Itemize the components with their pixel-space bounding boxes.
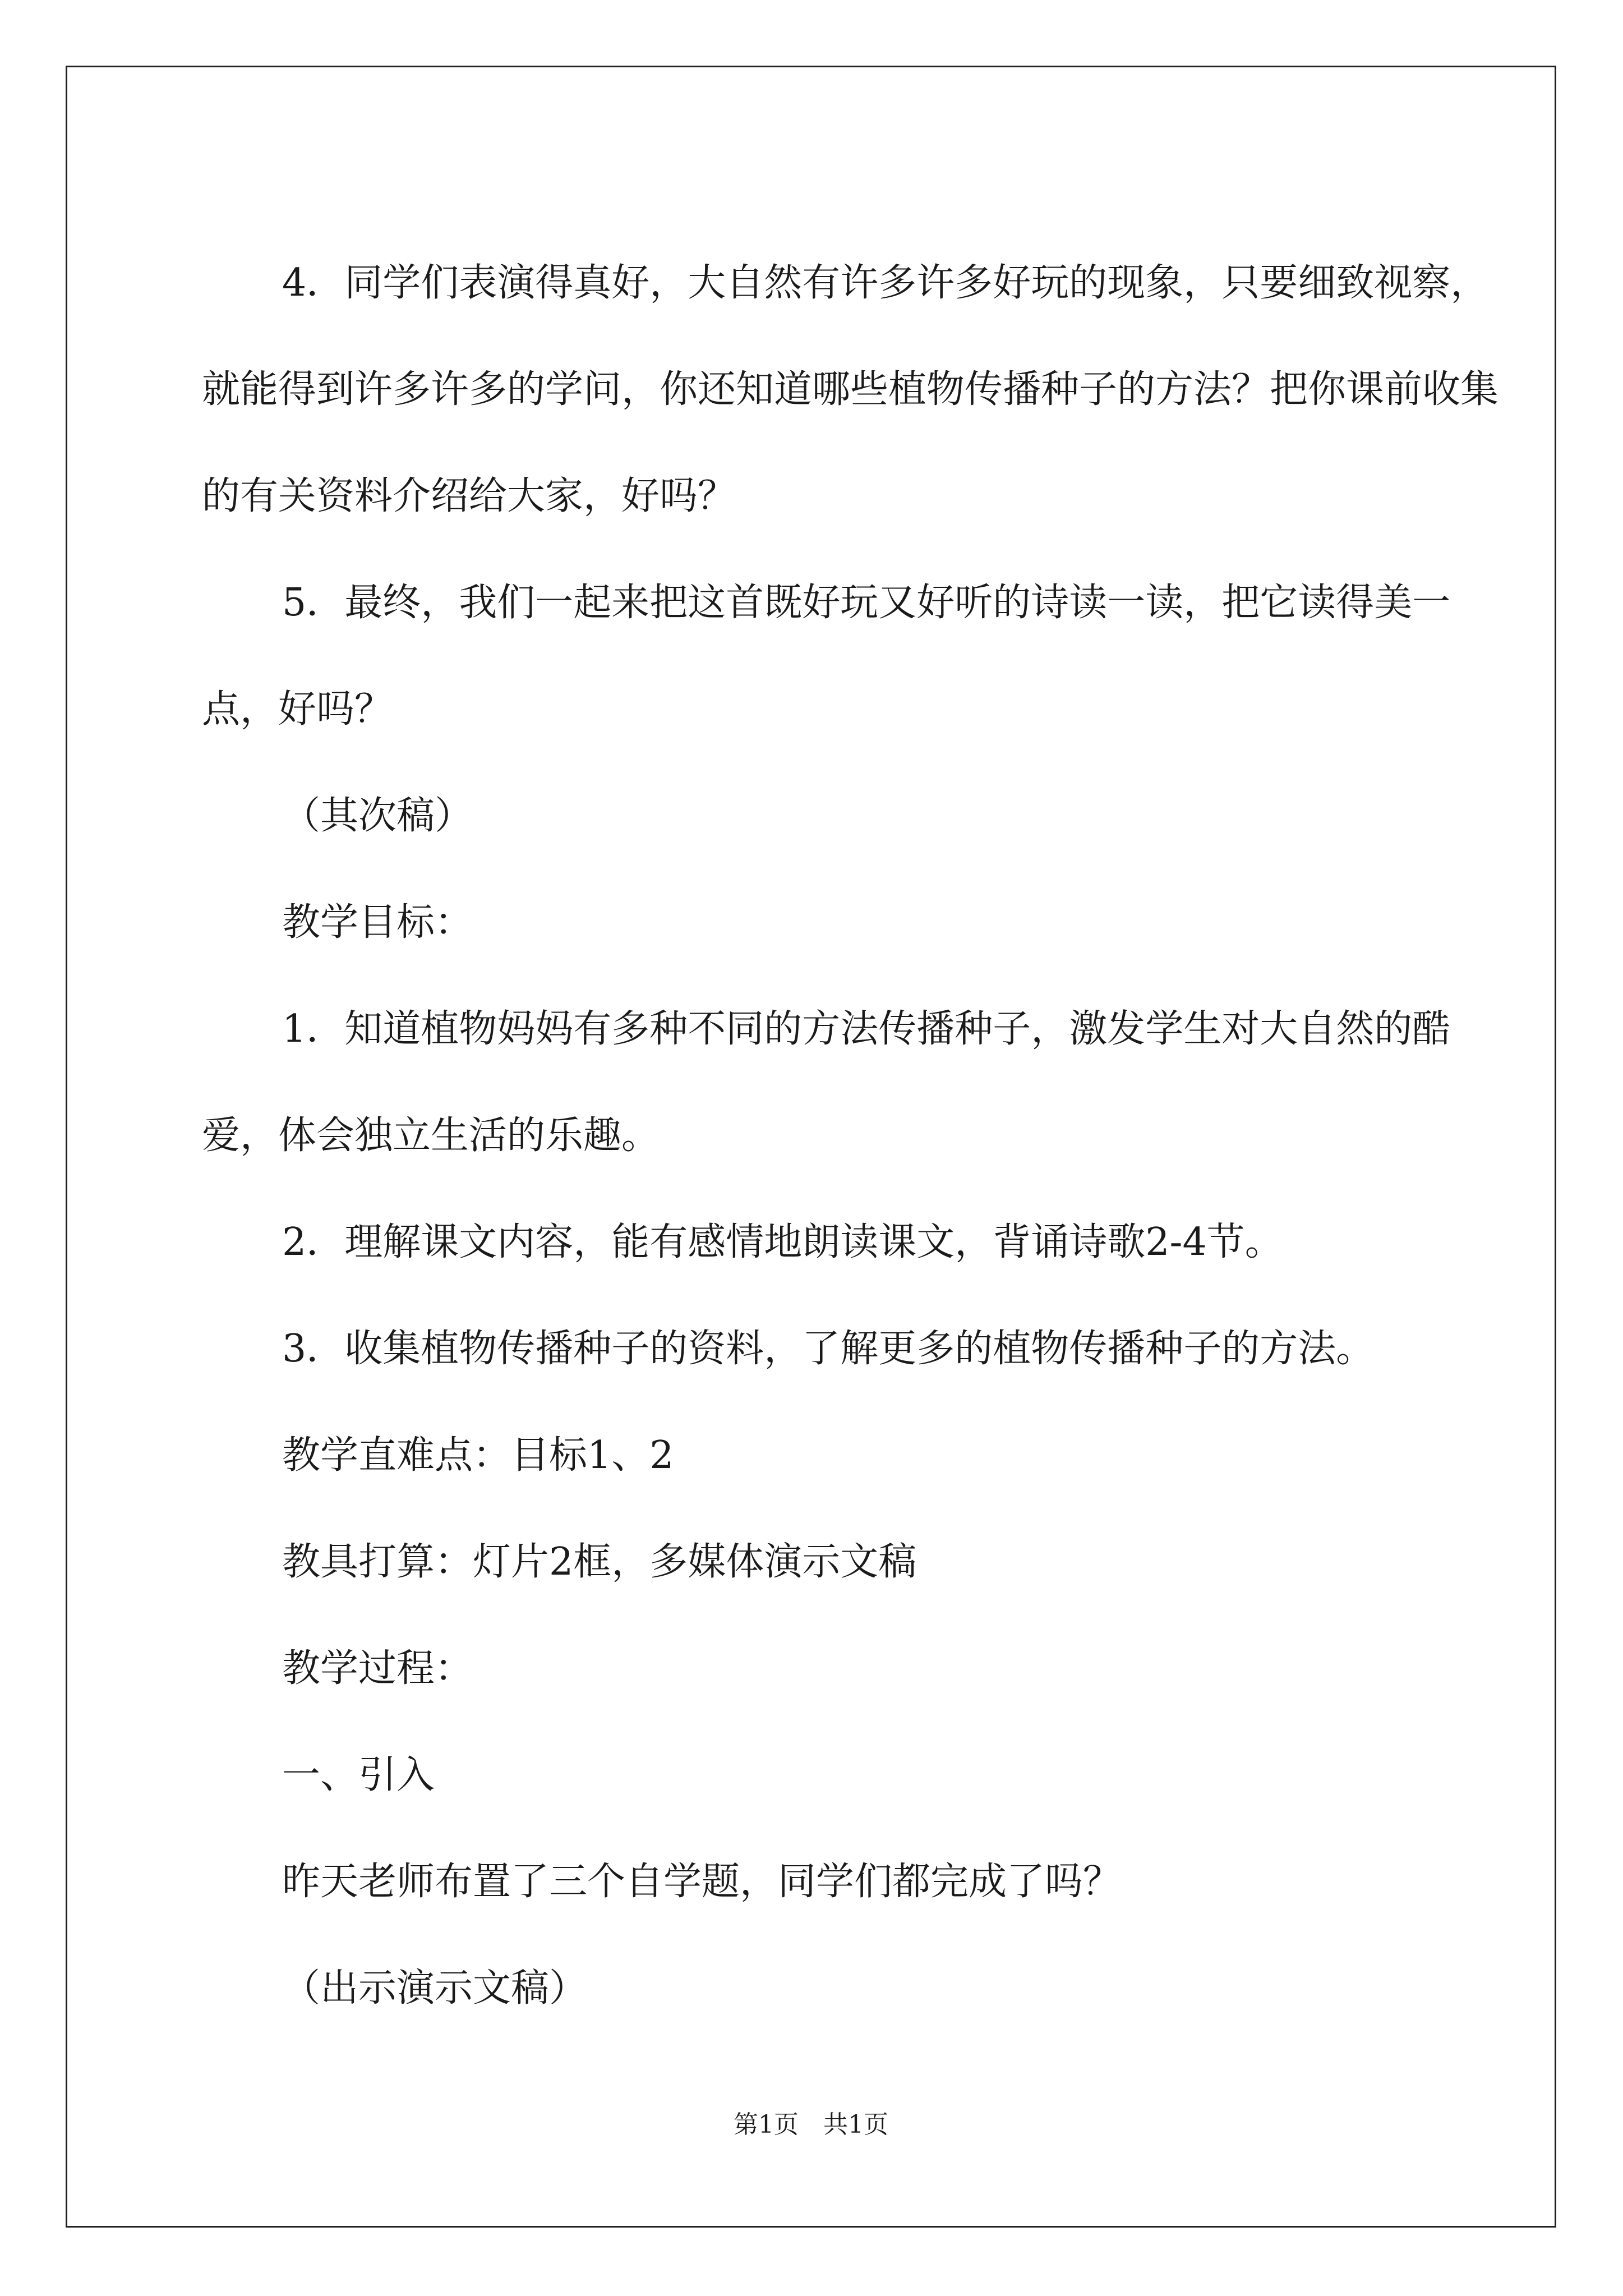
page-footer (67, 2108, 1555, 2142)
paragraph-10: 教学过程： (282, 1646, 473, 1691)
paragraph-3: （其次稿） (282, 794, 473, 838)
page-number-label: 第1页 (734, 2110, 799, 2139)
paragraph-8: 教学直难点：目标1、2 (282, 1433, 674, 1478)
paragraph-7: 3．收集植物传播种子的资料，了解更多的植物传播种子的方法。 (282, 1327, 1375, 1371)
paragraph-1: 4．同学们表演得真好，大自然有许多许多好玩的现象，只要细致视察，就能得到许多许多的学问，你还知道哪些植物传播种子的方法？把你课前收集的有关资料介绍给大家，好吗？ (202, 261, 1499, 518)
document-body (67, 67, 1555, 2226)
paragraph-11: 一、引入 (282, 1753, 435, 1797)
paragraph-6: 2．理解课文内容，能有感情地朗读课文，背诵诗歌2-4节。 (282, 1220, 1283, 1264)
paragraph-13: （出示演示文稿） (282, 1966, 588, 2010)
paragraph-2: 5．最终，我们一起来把这首既好玩又好听的诗读一读，把它读得美一点，好吗？ (202, 581, 1451, 731)
page-border (66, 66, 1556, 2228)
page-total-label: 共1页 (823, 2110, 888, 2139)
paragraph-5: 1．知道植物妈妈有多种不同的方法传播种子，激发学生对大自然的酷爱，体会独立生活的乐趣。 (202, 1007, 1451, 1158)
paragraph-4: 教学目标： (282, 900, 473, 945)
paragraph-12: 昨天老师布置了三个自学题，同学们都完成了吗？ (282, 1860, 1122, 1904)
paragraph-9: 教具打算：灯片2框，多媒体演示文稿 (282, 1540, 917, 1584)
